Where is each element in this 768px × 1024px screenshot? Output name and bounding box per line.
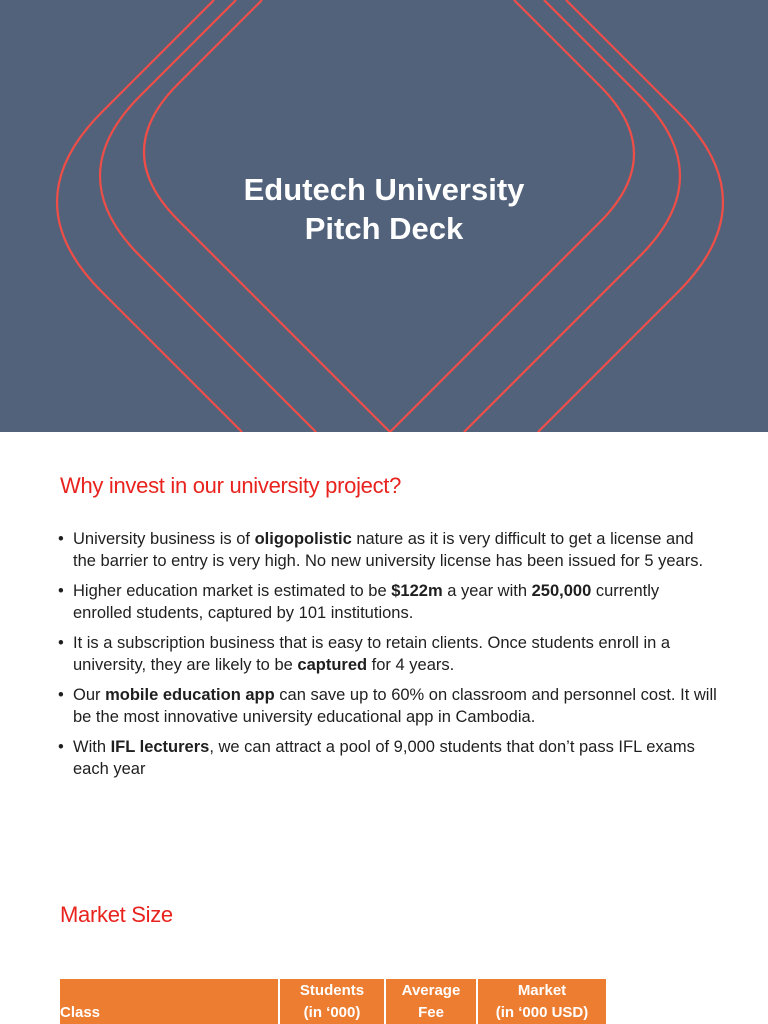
- cover-slide: [0, 0, 768, 432]
- column-header-students: [279, 979, 385, 1024]
- title-line-1: Edutech University: [243, 172, 525, 207]
- table-header-row: [60, 979, 606, 1024]
- bullet-dot-icon: •: [58, 738, 64, 756]
- header-label: Average: [401, 981, 461, 999]
- bullet-text: nature as it is very difficult to get a license and the barrier to entry is very high. No new university license has been issued for 5 years.: [73, 530, 704, 570]
- bullet-text: With: [73, 738, 111, 756]
- bullet-text: Higher education market is estimated to be: [73, 582, 392, 600]
- bullet-item: [58, 632, 718, 676]
- bullet-bold: oligopolistic: [254, 530, 352, 548]
- header-label: (in ‘000 USD): [495, 1003, 589, 1021]
- invest-bullet-list: [58, 528, 718, 788]
- bullet-item: [58, 528, 718, 572]
- market-heading: Market Size: [60, 902, 173, 927]
- column-header-market: [477, 979, 606, 1024]
- market-size-table: [60, 979, 606, 1024]
- bullet-item: [58, 580, 718, 624]
- bullet-text: a year with: [442, 582, 532, 600]
- bullet-dot-icon: •: [58, 530, 64, 548]
- header-label: Class: [60, 1004, 101, 1021]
- header-label: Students: [299, 981, 365, 999]
- invest-heading: Why invest in our university project?: [60, 473, 402, 498]
- bullet-dot-icon: •: [58, 686, 64, 704]
- content-slide: [0, 432, 768, 1024]
- column-header-class: [60, 979, 279, 1024]
- bullet-item: [58, 736, 718, 780]
- column-header-fee: [385, 979, 477, 1024]
- header-label: (in ‘000): [303, 1003, 361, 1021]
- bullet-bold: captured: [297, 656, 368, 674]
- bullet-text: University business is of: [73, 530, 255, 548]
- bullet-text: currently enrolled students, captured by 101 institutions.: [73, 582, 660, 622]
- bullet-dot-icon: •: [58, 582, 64, 600]
- header-label: Market: [517, 981, 567, 999]
- bullet-text: for 4 years.: [367, 656, 455, 674]
- bullet-text: can save up to 60% on classroom and personnel cost. It will be the most innovative university educational app in Cambodia.: [73, 686, 717, 726]
- cover-title: [0, 170, 768, 248]
- bullet-bold: 250,000: [531, 582, 592, 600]
- bullet-text: Our: [73, 686, 106, 704]
- bullet-text: , we can attract a pool of 9,000 students that don’t pass IFL exams each year: [73, 738, 695, 778]
- bullet-bold: mobile education app: [105, 686, 275, 704]
- title-line-2: Pitch Deck: [304, 211, 464, 246]
- bullet-dot-icon: •: [58, 634, 64, 652]
- bullet-bold: $122m: [391, 582, 443, 600]
- header-label: Fee: [418, 1003, 444, 1021]
- bullet-text: It is a subscription business that is easy to retain clients. Once students enroll in a university, they are likely to be: [73, 634, 671, 674]
- bullet-bold: IFL lecturers: [110, 738, 210, 756]
- bullet-item: [58, 684, 718, 728]
